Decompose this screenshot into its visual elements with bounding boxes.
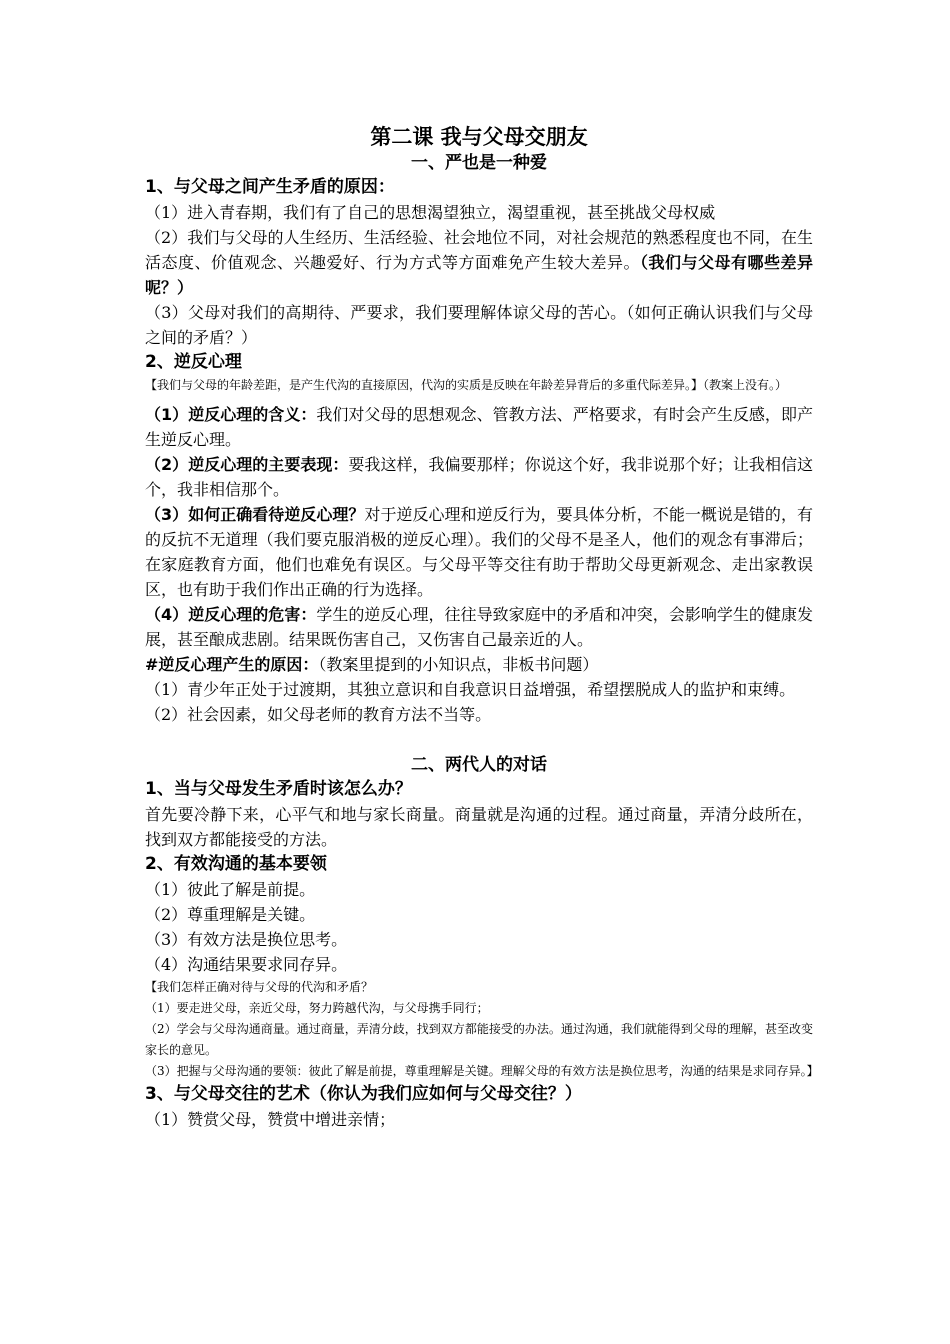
rebellion-cause-1: （1）青少年正处于过渡期，其独立意识和自我意识日益增强，希望摆脱成人的监护和束缚。 <box>145 680 796 699</box>
rebellion-item <box>145 402 813 452</box>
note-line: （3）把握与父母沟通的要领：彼此了解是前提，尊重理解是关键。理解父母的有效方法是换位思考，沟通的结果是求同存异。】 <box>145 1064 819 1078</box>
rebellion-item-text: 要我这样，我偏要那样；你说这个好，我非说那个好；让我相信这个，我非相信那个。 <box>145 455 813 499</box>
generation-gap-note: 【我们与父母的年龄差距，是产生代沟的直接原因，代沟的实质是反映在年龄差异背后的多重代际差异。】（教案上没有。） <box>145 378 788 392</box>
list-item: （1）彼此了解是前提。 <box>145 880 316 899</box>
document-page <box>145 122 819 1132</box>
rebellion-item-text: 学生的逆反心理，往往导致家庭中的矛盾和冲突，会影响学生的健康发展，甚至酿成悲剧。结果既伤害自己，又伤害自己最亲近的人。 <box>145 605 813 649</box>
section-1-heading: 一、严也是一种爱 <box>411 153 547 173</box>
rebellion-item-text: 对于逆反心理和逆反行为，要具体分析，不能一概说是错的，有的反抗不无道理（我们要克服消极的逆反心理）。我们的父母不是圣人，他们的观念有事滞后；在家庭教育方面，他们也难免有误区。与父母平等交往有助于帮助父母更新观念、走出家教误区，也有助于我们作出正确的行为选择。 <box>145 505 813 599</box>
rebellion-item-label: （1）逆反心理的含义： <box>145 405 317 424</box>
rebellion-cause-2: （2）社会因素，如父母老师的教育方法不当等。 <box>145 705 492 724</box>
list-item: （1）赞赏父母，赞赏中增进亲情； <box>145 1110 396 1129</box>
section-2-heading: 二、两代人的对话 <box>411 755 547 775</box>
conflict-handling-paragraph: 首先要冷静下来，心平气和地与家长商量。商量就是沟通的过程。通过商量，弄清分歧所在，找到双方都能接受的方法。 <box>145 805 813 849</box>
rebellion-causes-label: #逆反心理产生的原因： <box>145 655 319 674</box>
cause-1-paragraph: （1）进入青春期，我们有了自己的思想渴望独立，渴望重视，甚至挑战父母权威 <box>145 203 716 222</box>
rebellion-causes-line <box>145 652 813 677</box>
rebellion-item-text: 我们对父母的思想观念、管教方法、严格要求，有时会产生反感，即产生逆反心理。 <box>145 405 813 449</box>
rebellion-heading: 2、逆反心理 <box>145 352 242 372</box>
conflict-handling-heading: 1、当与父母发生矛盾时该怎么办？ <box>145 779 412 799</box>
cause-2-text: （2）我们与父母的人生经历、生活经验、社会地位不同，对社会规范的熟悉程度也不同，在生活态度、价值观念、兴趣爱好、行为方式等方面难免产生较大差异。 <box>145 228 813 272</box>
rebellion-item-label: （2）逆反心理的主要表现： <box>145 455 349 474</box>
rebellion-item-label: （3）如何正确看待逆反心理？ <box>145 505 365 524</box>
list-item: （4）沟通结果要求同存异。 <box>145 955 348 974</box>
list-item: （3）有效方法是换位思考。 <box>145 930 348 949</box>
note-line: 【我们怎样正确对待与父母的代沟和矛盾？ <box>145 980 374 994</box>
interaction-art-heading: 3、与父母交往的艺术（你认为我们应如何与父母交往？） <box>145 1084 582 1104</box>
rebellion-item-label: （4）逆反心理的危害： <box>145 605 317 624</box>
conflict-causes-heading: 1、与父母之间产生矛盾的原因： <box>145 177 395 197</box>
note-line: （2）学会与父母沟通商量。通过商量，弄清分歧，找到双方都能接受的办法。通过沟通，我们就能得到父母的理解，甚至改变家长的意见。 <box>145 1022 813 1057</box>
rebellion-item <box>145 602 813 652</box>
cause-3-paragraph: （3）父母对我们的高期待、严要求，我们要理解体谅父母的苦心。（如何正确认识我们与父母之间的矛盾？） <box>145 303 813 347</box>
document-title: 第二课 我与父母交朋友 <box>370 124 588 149</box>
rebellion-item <box>145 502 813 602</box>
communication-heading: 2、有效沟通的基本要领 <box>145 854 327 874</box>
note-line: （1）要走进父母，亲近父母，努力跨越代沟，与父母携手同行； <box>145 1001 489 1015</box>
rebellion-causes-note: （教案里提到的小知识点，非板书问题） <box>318 655 599 674</box>
cause-2-question: （我们与父母有哪些差异呢？） <box>145 253 813 297</box>
list-item: （2）尊重理解是关键。 <box>145 905 316 924</box>
cause-2-paragraph <box>145 225 813 300</box>
rebellion-item <box>145 452 813 502</box>
spacer <box>145 727 813 753</box>
